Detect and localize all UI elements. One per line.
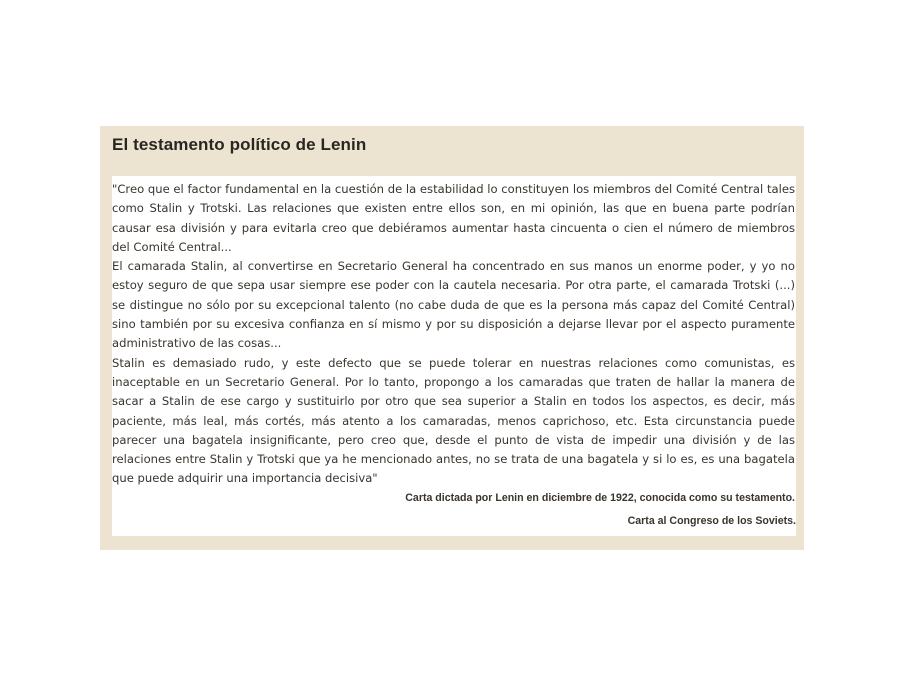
article-body [112,176,796,536]
signature-line-2: Carta al Congreso de los Soviets. [627,514,796,527]
signature-line-1: Carta dictada por Lenin en diciembre de 1922, conocida como su testamento. [405,491,795,504]
paragraph-3: Stalin es demasiado rudo, y este defecto que se puede tolerar en nuestras relaciones como comunistas, es inaceptable en un Secretario General. Por lo tanto, propongo a los camaradas que traten de hallar la manera de sacar a Stalin de ese cargo y sustituirlo por otro que sea superior a Stalin en todos los aspectos, es decir, más paciente, más leal, más cortés, más atento a los camaradas, menos caprichoso, etc. Esta circunstancia puede parecer una bagatela insignificante, pero creo que, desde el punto de vista de impedir una división y de las relaciones entre Stalin y Trotski que ya he mencionado antes, no se trata de una bagatela y si lo es, es una bagatela que puede adquirir una importancia decisiva" [112,355,795,486]
paragraph-1: "Creo que el factor fundamental en la cuestión de la estabilidad lo constituyen los miembros del Comité Central tales como Stalin y Trotski. Las relaciones que existen entre ellos son, en mi opinión, las que en buena parte podrían causar esa división y para evitarla creo que debiéramos aumentar hasta cincuenta o cien el número de miembros del Comité Central... [112,182,795,254]
article-card [100,126,804,550]
paragraph-2: El camarada Stalin, al convertirse en Secretario General ha concentrado en sus manos un enorme poder, y yo no estoy seguro de que sepa usar siempre ese poder con la cautela necesaria. Por otra parte, el camarada Trotski (...) se distingue no sólo por su excepcional talento (no cabe duda de que es la persona más capaz del Comité Central) sino también por su excesiva confianza en sí mismo y por su disposición a dejarse llevar por el aspecto puramente administrativo de las cosas... [112,259,795,351]
article-title: El testamento político de Lenin [112,135,367,154]
